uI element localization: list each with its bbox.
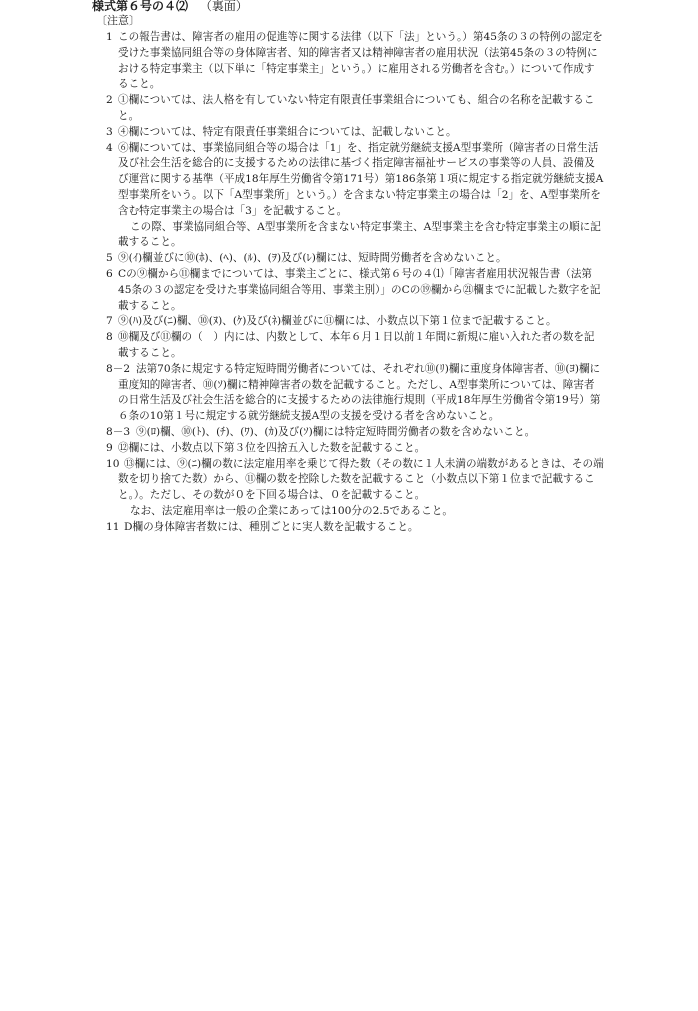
note-text: ⑨(ﾛ)欄、⑩(ﾄ)、(ﾁ)、(ﾜ)、(ｶ)及び(ｿ)欄には特定短時間労働者の数を含めないこと。 [136, 425, 536, 438]
note-number: 9 [106, 441, 113, 454]
note-text: 法第70条に規定する特定短時間労働者については、それぞれ⑩(ﾘ)欄に重度身体障害者、⑩(ﾖ)欄に重度知的障害者、⑩(ｿ)欄に精神障害者の数を記載すること。ただし、A型事業所については、障害者の日常生活及び社会生活を総合的に支援するための法律施行規則（平成18年厚生労働省令第19号）第６条の10第１号に規定する就労継続支援A型の支援を受ける者を含めないこと。 [118, 362, 601, 423]
note-number: 7 [106, 315, 113, 328]
form-header [92, 0, 248, 14]
note-text: D欄の身体障害者数には、種別ごとに実人数を記載すること。 [124, 520, 419, 533]
note-continuation: この際、事業協同組合等、A型事業所を含まない特定事業主、A型事業主を含む特定事業主の順に記載すること。 [118, 220, 601, 249]
note-text: ④欄については、特定有限責任事業組合については、記載しないこと。 [118, 125, 457, 138]
notes-label: 〔注意〕 [96, 14, 140, 27]
note-item [106, 425, 604, 441]
note-continuation: なお、法定雇用率は一般の企業にあっては100分の2.5であること。 [130, 504, 453, 517]
note-number: 11 [106, 520, 120, 533]
note-number: 5 [106, 252, 113, 265]
note-number: 8 [106, 331, 113, 344]
note-text: ⑥欄については、事業協同組合等の場合は「1」を、指定就労継続支援A型事業所（障害者の日常生活及び社会生活を総合的に支援するための法律に基づく指定障害福祉サービスの事業等の人員、設備及び運営に関する基準（平成18年厚生労働省令第171号）第186条第１項に規定する指定就労継続支援A型事業所をいう。以下「A型事業所」という。）を含まない特定事業主の場合は「2」を、A型事業所を含む特定事業主の場合は「3」を記載すること。 [118, 141, 604, 217]
note-number: 6 [106, 267, 113, 280]
note-item [106, 314, 604, 330]
note-item [106, 362, 604, 425]
note-text: ⑨(ﾊ)及び(ﾆ)欄、⑩(ﾇ)、(ｹ)及び(ﾈ)欄並びに⑪欄には、小数点以下第１位まで記載すること。 [118, 315, 557, 328]
note-item [106, 441, 604, 457]
note-number: 4 [106, 141, 113, 154]
note-number: 1 [106, 31, 113, 43]
note-item [106, 251, 604, 267]
note-number: 2 [106, 94, 113, 107]
note-item [106, 330, 604, 362]
note-text: ⑩欄及び⑪欄の（ ）内には、内数として、本年６月１日以前１年間に新規に雇い入れた者の数を記載すること。 [118, 331, 595, 359]
note-number: 10 [106, 457, 120, 470]
note-item [106, 30, 604, 93]
note-item [106, 93, 604, 125]
form-side-label: （裏面） [199, 0, 248, 13]
form-title: 様式第６号の４⑵ [92, 0, 189, 13]
note-text: ⑫欄には、小数点以下第３位を四捨五入した数を記載すること。 [118, 441, 426, 454]
note-number: 8－3 [106, 425, 131, 438]
note-item [106, 520, 604, 536]
note-text: Cの⑨欄から⑪欄までについては、事業主ごとに、様式第６号の４⑴「障害者雇用状況報告書（法第45条の３の認定を受けた事業協同組合等用、事業主別）」のCの⑲欄から㉑欄までに記載した数字を記載すること。 [118, 267, 601, 312]
note-number: 8－2 [106, 362, 131, 375]
note-text: ⑨(ｲ)欄並びに⑩(ﾎ)、(ﾍ)、(ﾙ)、(ｦ)及び(ﾚ)欄には、短時間労働者を含めないこと。 [118, 252, 507, 265]
note-item [106, 457, 604, 504]
note-number: 3 [106, 125, 113, 138]
note-text: ⑬欄には、⑨(ﾆ)欄の数に法定雇用率を乗じて得た数（その数に１人未満の端数があるときは、その端数を切り捨てた数）から、⑪欄の数を控除した数を記載すること（小数点以下第１位まで記載すること。）。ただし、その数が０を下回る場合は、０を記載すること。 [118, 457, 604, 502]
note-item [106, 141, 604, 220]
notes-list [106, 30, 604, 536]
note-text: ①欄については、法人格を有していない特定有限責任事業組合についても、組合の名称を記載すること。 [118, 94, 595, 122]
note-item [106, 267, 604, 314]
note-text: この報告書は、障害者の雇用の促進等に関する法律（以下「法」という。）第45条の３の特例の認定を受けた事業協同組合等の身体障害者、知的障害者又は精神障害者の雇用状況（法第45条の３の特例における特定事業主（以下単に「特定事業主」という。）に雇用される労働者を含む。）について作成すること。 [118, 31, 603, 91]
note-item [106, 125, 604, 141]
